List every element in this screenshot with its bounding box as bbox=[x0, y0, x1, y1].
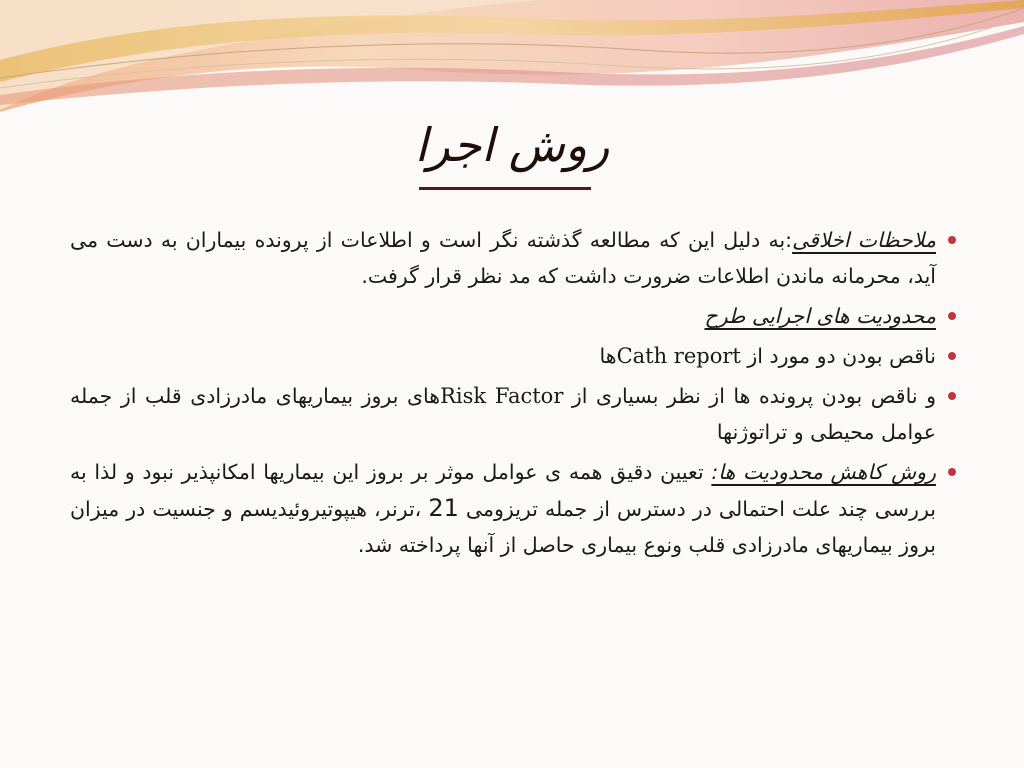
bullet-lead: ملاحظات اخلاقی bbox=[792, 228, 936, 252]
bullet-text: های بروز بیماریهای مادرزادی قلب از جمله عوامل محیطی و تراتوژنها bbox=[70, 384, 936, 444]
list-item bbox=[70, 454, 936, 563]
bullet-text: :به دلیل این که مطالعه گذشته نگر است و اطلاعات از پرونده بیماران به دست می آید، محرمانه ماندن اطلاعات ضرورت داشت که مد نظر قرار گرفت. bbox=[70, 228, 936, 288]
title-underline bbox=[419, 187, 591, 190]
bullet-icon bbox=[948, 392, 956, 400]
bullet-text: ،ترنر، هیپوتیروئیدیسم و جنسیت در میزان بروز بیماریهای مادرزادی قلب ونوع بیماری حاصل از آنها پرداخته شد. bbox=[70, 497, 936, 557]
list-item bbox=[70, 378, 936, 450]
bullet-text: تعیین دقیق همه ی عوامل موثر بر بروز این بیماریها امکانپذیر نبود و لذا به بررسی چند علت احتمالی در دسترس از جمله تریزومی bbox=[70, 460, 936, 521]
bullet-icon bbox=[948, 352, 956, 360]
list-item bbox=[70, 222, 936, 294]
bullet-number: 21 bbox=[428, 494, 459, 522]
bullet-term: Cath report bbox=[616, 344, 741, 368]
list-item bbox=[70, 338, 936, 374]
bullet-icon bbox=[948, 312, 956, 320]
bullet-icon bbox=[948, 468, 956, 476]
bullet-list bbox=[70, 222, 936, 567]
bullet-text: ها bbox=[599, 344, 617, 368]
bullet-lead: محدودیت های اجرایی طرح bbox=[704, 304, 936, 328]
bullet-icon bbox=[948, 236, 956, 244]
list-item bbox=[70, 298, 936, 334]
bullet-lead: روش کاهش محدودیت ها: bbox=[711, 460, 936, 484]
bullet-text: ناقص بودن دو مورد از bbox=[740, 344, 936, 368]
bullet-text: و ناقص بودن پرونده ها از نظر بسیاری از bbox=[563, 384, 936, 408]
bullet-term: Risk Factor bbox=[440, 384, 564, 408]
slide-title: روش اجرا bbox=[414, 118, 610, 172]
